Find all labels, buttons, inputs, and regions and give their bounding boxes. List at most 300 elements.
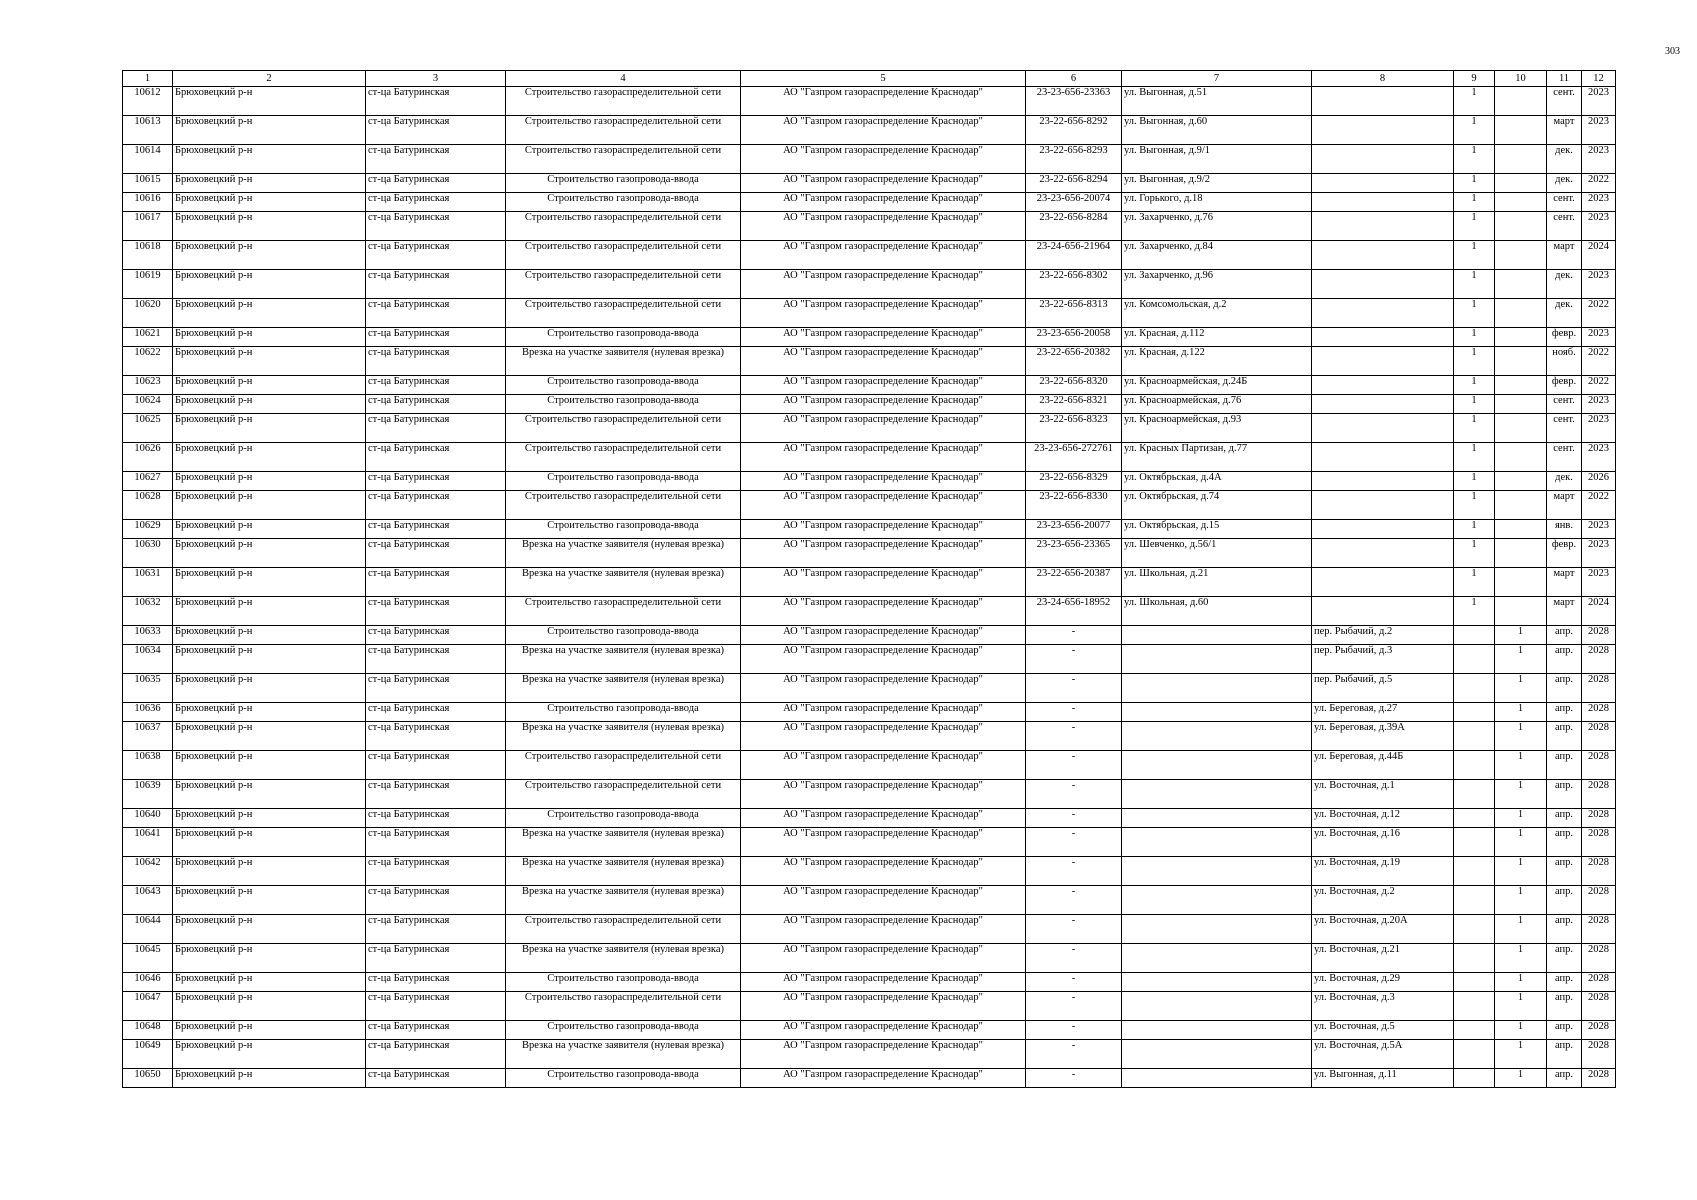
table-row xyxy=(123,491,1616,520)
table-row xyxy=(123,828,1616,857)
table-cell-col-1: 10615 xyxy=(123,174,173,193)
table-cell-col-10 xyxy=(1495,145,1547,174)
table-body xyxy=(123,87,1616,1088)
table-cell-col-11: апр. xyxy=(1547,857,1582,886)
table-cell-col-6: 23-23-656-23363 xyxy=(1026,87,1122,116)
table-cell-col-4: Строительство газораспределительной сети xyxy=(506,116,741,145)
table-cell-col-11: сент. xyxy=(1547,212,1582,241)
table-cell-col-2: Брюховецкий р-н xyxy=(173,992,366,1021)
table-cell-col-11: февр. xyxy=(1547,328,1582,347)
table-cell-col-11: апр. xyxy=(1547,780,1582,809)
table-cell-col-6: 23-22-656-8323 xyxy=(1026,414,1122,443)
table-cell-col-1: 10645 xyxy=(123,944,173,973)
table-row xyxy=(123,193,1616,212)
table-cell-col-2: Брюховецкий р-н xyxy=(173,520,366,539)
table-cell-col-7: ул. Захарченко, д.76 xyxy=(1122,212,1312,241)
table-cell-col-1: 10649 xyxy=(123,1040,173,1069)
table-cell-col-6: 23-23-656-272761 xyxy=(1026,443,1122,472)
table-cell-col-2: Брюховецкий р-н xyxy=(173,443,366,472)
table-cell-col-8 xyxy=(1312,472,1454,491)
table-cell-col-11: янв. xyxy=(1547,520,1582,539)
table-cell-col-4: Строительство газопровода-ввода xyxy=(506,809,741,828)
table-cell-col-10 xyxy=(1495,395,1547,414)
table-cell-col-11: дек. xyxy=(1547,174,1582,193)
table-cell-col-8 xyxy=(1312,299,1454,328)
table-cell-col-3: ст-ца Батуринская xyxy=(366,174,506,193)
table-cell-col-6: - xyxy=(1026,857,1122,886)
table-cell-col-7 xyxy=(1122,674,1312,703)
table-cell-col-12: 2028 xyxy=(1582,751,1616,780)
table-cell-col-10: 1 xyxy=(1495,1040,1547,1069)
table-cell-col-3: ст-ца Батуринская xyxy=(366,828,506,857)
table-cell-col-9 xyxy=(1454,645,1495,674)
table-cell-col-10: 1 xyxy=(1495,674,1547,703)
table-cell-col-4: Строительство газопровода-ввода xyxy=(506,703,741,722)
table-cell-col-3: ст-ца Батуринская xyxy=(366,145,506,174)
table-cell-col-9: 1 xyxy=(1454,299,1495,328)
table-cell-col-11: дек. xyxy=(1547,299,1582,328)
table-cell-col-7 xyxy=(1122,626,1312,645)
table-cell-col-8 xyxy=(1312,87,1454,116)
table-cell-col-9: 1 xyxy=(1454,472,1495,491)
table-cell-col-1: 10618 xyxy=(123,241,173,270)
table-cell-col-12: 2023 xyxy=(1582,395,1616,414)
table-row xyxy=(123,703,1616,722)
table-cell-col-11: апр. xyxy=(1547,1069,1582,1088)
table-cell-col-12: 2028 xyxy=(1582,973,1616,992)
table-cell-col-9 xyxy=(1454,828,1495,857)
table-cell-col-4: Строительство газопровода-ввода xyxy=(506,626,741,645)
table-cell-col-1: 10642 xyxy=(123,857,173,886)
table-cell-col-9 xyxy=(1454,674,1495,703)
table-cell-col-3: ст-ца Батуринская xyxy=(366,973,506,992)
table-cell-col-9 xyxy=(1454,780,1495,809)
table-cell-col-4: Строительство газораспределительной сети xyxy=(506,491,741,520)
table-cell-col-2: Брюховецкий р-н xyxy=(173,116,366,145)
table-cell-col-5: АО "Газпром газораспределение Краснодар" xyxy=(741,751,1026,780)
table-cell-col-5: АО "Газпром газораспределение Краснодар" xyxy=(741,472,1026,491)
table-cell-col-6: 23-22-656-20382 xyxy=(1026,347,1122,376)
table-cell-col-11: сент. xyxy=(1547,395,1582,414)
table-cell-col-1: 10637 xyxy=(123,722,173,751)
table-cell-col-3: ст-ца Батуринская xyxy=(366,809,506,828)
table-cell-col-10: 1 xyxy=(1495,809,1547,828)
table-cell-col-4: Строительство газораспределительной сети xyxy=(506,212,741,241)
table-cell-col-5: АО "Газпром газораспределение Краснодар" xyxy=(741,376,1026,395)
table-cell-col-5: АО "Газпром газораспределение Краснодар" xyxy=(741,597,1026,626)
table-cell-col-6: - xyxy=(1026,674,1122,703)
table-cell-col-1: 10623 xyxy=(123,376,173,395)
table-cell-col-7 xyxy=(1122,828,1312,857)
table-row xyxy=(123,212,1616,241)
table-cell-col-4: Врезка на участке заявителя (нулевая врезка) xyxy=(506,828,741,857)
table-row xyxy=(123,568,1616,597)
table-cell-col-1: 10643 xyxy=(123,886,173,915)
table-cell-col-3: ст-ца Батуринская xyxy=(366,472,506,491)
table-cell-col-8 xyxy=(1312,328,1454,347)
table-cell-col-12: 2024 xyxy=(1582,597,1616,626)
table-row xyxy=(123,944,1616,973)
table-cell-col-3: ст-ца Батуринская xyxy=(366,915,506,944)
table-cell-col-3: ст-ца Батуринская xyxy=(366,1021,506,1040)
table-cell-col-4: Врезка на участке заявителя (нулевая врезка) xyxy=(506,944,741,973)
table-cell-col-3: ст-ца Батуринская xyxy=(366,443,506,472)
table-row xyxy=(123,299,1616,328)
table-cell-col-7: ул. Шевченко, д.56/1 xyxy=(1122,539,1312,568)
table-cell-col-4: Строительство газораспределительной сети xyxy=(506,915,741,944)
table-cell-col-5: АО "Газпром газораспределение Краснодар" xyxy=(741,722,1026,751)
table-cell-col-8: ул. Береговая, д.44Б xyxy=(1312,751,1454,780)
table-cell-col-2: Брюховецкий р-н xyxy=(173,414,366,443)
table-cell-col-10: 1 xyxy=(1495,915,1547,944)
table-cell-col-5: АО "Газпром газораспределение Краснодар" xyxy=(741,347,1026,376)
column-header: 12 xyxy=(1582,71,1616,87)
table-cell-col-2: Брюховецкий р-н xyxy=(173,87,366,116)
table-cell-col-7 xyxy=(1122,915,1312,944)
table-cell-col-4: Строительство газопровода-ввода xyxy=(506,472,741,491)
table-cell-col-9: 1 xyxy=(1454,395,1495,414)
table-cell-col-12: 2022 xyxy=(1582,299,1616,328)
table-cell-col-6: - xyxy=(1026,1069,1122,1088)
column-header: 3 xyxy=(366,71,506,87)
table-cell-col-4: Строительство газораспределительной сети xyxy=(506,87,741,116)
table-cell-col-11: апр. xyxy=(1547,809,1582,828)
table-cell-col-11: апр. xyxy=(1547,751,1582,780)
table-cell-col-1: 10647 xyxy=(123,992,173,1021)
table-cell-col-11: апр. xyxy=(1547,703,1582,722)
table-cell-col-12: 2028 xyxy=(1582,780,1616,809)
table-cell-col-11: апр. xyxy=(1547,1040,1582,1069)
table-cell-col-5: АО "Газпром газораспределение Краснодар" xyxy=(741,944,1026,973)
table-cell-col-11: сент. xyxy=(1547,87,1582,116)
table-cell-col-11: дек. xyxy=(1547,145,1582,174)
table-cell-col-6: 23-23-656-23365 xyxy=(1026,539,1122,568)
table-cell-col-8: ул. Восточная, д.3 xyxy=(1312,992,1454,1021)
table-cell-col-7 xyxy=(1122,973,1312,992)
table-cell-col-6: - xyxy=(1026,722,1122,751)
table-cell-col-7: ул. Красноармейская, д.93 xyxy=(1122,414,1312,443)
table-cell-col-4: Строительство газопровода-ввода xyxy=(506,973,741,992)
table-cell-col-3: ст-ца Батуринская xyxy=(366,328,506,347)
table-cell-col-3: ст-ца Батуринская xyxy=(366,491,506,520)
table-cell-col-1: 10630 xyxy=(123,539,173,568)
table-cell-col-8: ул. Восточная, д.21 xyxy=(1312,944,1454,973)
table-row xyxy=(123,973,1616,992)
table-cell-col-7 xyxy=(1122,1021,1312,1040)
table-row xyxy=(123,87,1616,116)
table-row xyxy=(123,1040,1616,1069)
table-cell-col-8: ул. Восточная, д.5 xyxy=(1312,1021,1454,1040)
table-cell-col-11: дек. xyxy=(1547,472,1582,491)
table-cell-col-7 xyxy=(1122,1040,1312,1069)
table-cell-col-11: апр. xyxy=(1547,886,1582,915)
table-cell-col-6: 23-22-656-8302 xyxy=(1026,270,1122,299)
table-cell-col-3: ст-ца Батуринская xyxy=(366,299,506,328)
table-cell-col-8: ул. Восточная, д.1 xyxy=(1312,780,1454,809)
table-cell-col-4: Строительство газопровода-ввода xyxy=(506,1021,741,1040)
table-cell-col-3: ст-ца Батуринская xyxy=(366,944,506,973)
column-header: 5 xyxy=(741,71,1026,87)
table-cell-col-10 xyxy=(1495,174,1547,193)
table-cell-col-5: АО "Газпром газораспределение Краснодар" xyxy=(741,992,1026,1021)
table-cell-col-9: 1 xyxy=(1454,145,1495,174)
table-cell-col-2: Брюховецкий р-н xyxy=(173,674,366,703)
table-cell-col-1: 10632 xyxy=(123,597,173,626)
table-cell-col-2: Брюховецкий р-н xyxy=(173,1021,366,1040)
table-cell-col-4: Строительство газораспределительной сети xyxy=(506,443,741,472)
table-cell-col-3: ст-ца Батуринская xyxy=(366,751,506,780)
table-cell-col-7 xyxy=(1122,886,1312,915)
table-cell-col-12: 2023 xyxy=(1582,414,1616,443)
table-cell-col-2: Брюховецкий р-н xyxy=(173,212,366,241)
header-row xyxy=(123,71,1616,87)
table-cell-col-10 xyxy=(1495,491,1547,520)
table-cell-col-8 xyxy=(1312,568,1454,597)
table-row xyxy=(123,472,1616,491)
table-cell-col-8 xyxy=(1312,376,1454,395)
table-cell-col-2: Брюховецкий р-н xyxy=(173,751,366,780)
table-row xyxy=(123,376,1616,395)
table-cell-col-12: 2022 xyxy=(1582,347,1616,376)
table-cell-col-11: март xyxy=(1547,116,1582,145)
table-cell-col-9 xyxy=(1454,944,1495,973)
table-cell-col-9 xyxy=(1454,886,1495,915)
table-cell-col-1: 10631 xyxy=(123,568,173,597)
table-cell-col-12: 2023 xyxy=(1582,539,1616,568)
table-cell-col-2: Брюховецкий р-н xyxy=(173,1040,366,1069)
table-cell-col-7: ул. Выгонная, д.9/2 xyxy=(1122,174,1312,193)
table-cell-col-11: сент. xyxy=(1547,193,1582,212)
table-cell-col-5: АО "Газпром газораспределение Краснодар" xyxy=(741,414,1026,443)
table-cell-col-2: Брюховецкий р-н xyxy=(173,944,366,973)
table-cell-col-6: 23-22-656-8320 xyxy=(1026,376,1122,395)
table-cell-col-9: 1 xyxy=(1454,347,1495,376)
table-cell-col-11: апр. xyxy=(1547,915,1582,944)
table-cell-col-7: ул. Школьная, д.60 xyxy=(1122,597,1312,626)
table-row xyxy=(123,886,1616,915)
table-cell-col-9: 1 xyxy=(1454,443,1495,472)
table-cell-col-2: Брюховецкий р-н xyxy=(173,174,366,193)
table-cell-col-3: ст-ца Батуринская xyxy=(366,992,506,1021)
table-cell-col-11: апр. xyxy=(1547,1021,1582,1040)
table-cell-col-5: АО "Газпром газораспределение Краснодар" xyxy=(741,87,1026,116)
table-cell-col-6: 23-22-656-8329 xyxy=(1026,472,1122,491)
table-cell-col-6: - xyxy=(1026,1040,1122,1069)
table-cell-col-2: Брюховецкий р-н xyxy=(173,568,366,597)
table-cell-col-7: ул. Красных Партизан, д.77 xyxy=(1122,443,1312,472)
table-cell-col-3: ст-ца Батуринская xyxy=(366,270,506,299)
table-cell-col-6: - xyxy=(1026,915,1122,944)
table-cell-col-10 xyxy=(1495,443,1547,472)
table-cell-col-8 xyxy=(1312,241,1454,270)
table-cell-col-9: 1 xyxy=(1454,116,1495,145)
table-row xyxy=(123,1069,1616,1088)
table-cell-col-12: 2028 xyxy=(1582,722,1616,751)
table-cell-col-6: - xyxy=(1026,992,1122,1021)
table-cell-col-1: 10616 xyxy=(123,193,173,212)
table-cell-col-4: Врезка на участке заявителя (нулевая врезка) xyxy=(506,568,741,597)
table-cell-col-9 xyxy=(1454,1069,1495,1088)
table-cell-col-12: 2023 xyxy=(1582,270,1616,299)
table-cell-col-12: 2028 xyxy=(1582,1069,1616,1088)
table-cell-col-8 xyxy=(1312,520,1454,539)
table-cell-col-5: АО "Газпром газораспределение Краснодар" xyxy=(741,193,1026,212)
table-cell-col-11: апр. xyxy=(1547,674,1582,703)
table-cell-col-5: АО "Газпром газораспределение Краснодар" xyxy=(741,645,1026,674)
table-cell-col-11: февр. xyxy=(1547,376,1582,395)
table-cell-col-10 xyxy=(1495,597,1547,626)
table-cell-col-10: 1 xyxy=(1495,857,1547,886)
table-cell-col-7: ул. Выгонная, д.60 xyxy=(1122,116,1312,145)
table-cell-col-4: Строительство газораспределительной сети xyxy=(506,241,741,270)
table-cell-col-4: Строительство газораспределительной сети xyxy=(506,780,741,809)
table-cell-col-5: АО "Газпром газораспределение Краснодар" xyxy=(741,973,1026,992)
column-header: 9 xyxy=(1454,71,1495,87)
table-cell-col-11: апр. xyxy=(1547,626,1582,645)
table-row xyxy=(123,414,1616,443)
table-cell-col-1: 10619 xyxy=(123,270,173,299)
table-cell-col-10: 1 xyxy=(1495,992,1547,1021)
table-cell-col-11: апр. xyxy=(1547,973,1582,992)
table-cell-col-10 xyxy=(1495,270,1547,299)
table-cell-col-6: - xyxy=(1026,780,1122,809)
table-cell-col-5: АО "Газпром газораспределение Краснодар" xyxy=(741,703,1026,722)
table-cell-col-2: Брюховецкий р-н xyxy=(173,472,366,491)
table-cell-col-1: 10621 xyxy=(123,328,173,347)
register-table xyxy=(122,70,1616,1088)
table-cell-col-2: Брюховецкий р-н xyxy=(173,809,366,828)
table-cell-col-12: 2023 xyxy=(1582,116,1616,145)
table-cell-col-6: 23-23-656-20058 xyxy=(1026,328,1122,347)
table-cell-col-6: 23-22-656-8284 xyxy=(1026,212,1122,241)
table-cell-col-10 xyxy=(1495,520,1547,539)
table-cell-col-4: Строительство газопровода-ввода xyxy=(506,376,741,395)
table-cell-col-8: ул. Восточная, д.19 xyxy=(1312,857,1454,886)
table-cell-col-5: АО "Газпром газораспределение Краснодар" xyxy=(741,145,1026,174)
table-cell-col-9 xyxy=(1454,751,1495,780)
table-cell-col-4: Строительство газопровода-ввода xyxy=(506,395,741,414)
table-cell-col-10 xyxy=(1495,472,1547,491)
table-cell-col-7: ул. Красноармейская, д.24Б xyxy=(1122,376,1312,395)
table-cell-col-5: АО "Газпром газораспределение Краснодар" xyxy=(741,1021,1026,1040)
table-cell-col-7 xyxy=(1122,645,1312,674)
table-cell-col-10: 1 xyxy=(1495,944,1547,973)
table-cell-col-7 xyxy=(1122,944,1312,973)
table-cell-col-5: АО "Газпром газораспределение Краснодар" xyxy=(741,443,1026,472)
table-cell-col-10 xyxy=(1495,299,1547,328)
table-cell-col-7 xyxy=(1122,992,1312,1021)
table-cell-col-1: 10638 xyxy=(123,751,173,780)
table-cell-col-9: 1 xyxy=(1454,568,1495,597)
table-cell-col-5: АО "Газпром газораспределение Краснодар" xyxy=(741,1069,1026,1088)
table-cell-col-12: 2028 xyxy=(1582,674,1616,703)
table-cell-col-8: ул. Восточная, д.12 xyxy=(1312,809,1454,828)
table-cell-col-2: Брюховецкий р-н xyxy=(173,886,366,915)
table-cell-col-9: 1 xyxy=(1454,520,1495,539)
table-cell-col-9 xyxy=(1454,626,1495,645)
table-cell-col-6: - xyxy=(1026,944,1122,973)
table-cell-col-9: 1 xyxy=(1454,270,1495,299)
table-row xyxy=(123,1021,1616,1040)
table-cell-col-10: 1 xyxy=(1495,703,1547,722)
table-cell-col-10: 1 xyxy=(1495,828,1547,857)
table-cell-col-12: 2023 xyxy=(1582,443,1616,472)
table-cell-col-7: ул. Октябрьская, д.74 xyxy=(1122,491,1312,520)
table-cell-col-3: ст-ца Батуринская xyxy=(366,1040,506,1069)
table-cell-col-3: ст-ца Батуринская xyxy=(366,1069,506,1088)
table-cell-col-8: ул. Выгонная, д.11 xyxy=(1312,1069,1454,1088)
table-cell-col-2: Брюховецкий р-н xyxy=(173,915,366,944)
table-cell-col-9: 1 xyxy=(1454,212,1495,241)
table-cell-col-5: АО "Газпром газораспределение Краснодар" xyxy=(741,539,1026,568)
table-cell-col-12: 2022 xyxy=(1582,174,1616,193)
table-cell-col-11: февр. xyxy=(1547,539,1582,568)
table-cell-col-10: 1 xyxy=(1495,886,1547,915)
table-cell-col-6: - xyxy=(1026,886,1122,915)
table-cell-col-2: Брюховецкий р-н xyxy=(173,299,366,328)
table-cell-col-12: 2028 xyxy=(1582,626,1616,645)
table-cell-col-3: ст-ца Батуринская xyxy=(366,376,506,395)
table-cell-col-10: 1 xyxy=(1495,1021,1547,1040)
table-cell-col-11: сент. xyxy=(1547,443,1582,472)
table-header xyxy=(123,71,1616,87)
table-cell-col-2: Брюховецкий р-н xyxy=(173,241,366,270)
table-cell-col-9 xyxy=(1454,1021,1495,1040)
table-cell-col-5: АО "Газпром газораспределение Краснодар" xyxy=(741,520,1026,539)
table-cell-col-6: 23-24-656-21964 xyxy=(1026,241,1122,270)
table-cell-col-12: 2024 xyxy=(1582,241,1616,270)
table-cell-col-8 xyxy=(1312,116,1454,145)
table-cell-col-11: март xyxy=(1547,568,1582,597)
table-row xyxy=(123,857,1616,886)
table-row xyxy=(123,674,1616,703)
table-row xyxy=(123,270,1616,299)
table-cell-col-5: АО "Газпром газораспределение Краснодар" xyxy=(741,915,1026,944)
table-cell-col-2: Брюховецкий р-н xyxy=(173,270,366,299)
table-cell-col-12: 2028 xyxy=(1582,1040,1616,1069)
table-cell-col-11: апр. xyxy=(1547,828,1582,857)
table-cell-col-4: Врезка на участке заявителя (нулевая врезка) xyxy=(506,1040,741,1069)
table-cell-col-7: ул. Школьная, д.21 xyxy=(1122,568,1312,597)
table-cell-col-6: 23-22-656-8294 xyxy=(1026,174,1122,193)
table-cell-col-7: ул. Горького, д.18 xyxy=(1122,193,1312,212)
table-row xyxy=(123,597,1616,626)
column-header: 7 xyxy=(1122,71,1312,87)
table-cell-col-7: ул. Выгонная, д.9/1 xyxy=(1122,145,1312,174)
table-cell-col-10 xyxy=(1495,87,1547,116)
table-cell-col-12: 2026 xyxy=(1582,472,1616,491)
table-cell-col-9 xyxy=(1454,857,1495,886)
table-cell-col-3: ст-ца Батуринская xyxy=(366,626,506,645)
table-row xyxy=(123,626,1616,645)
table-cell-col-7 xyxy=(1122,780,1312,809)
table-cell-col-8 xyxy=(1312,212,1454,241)
column-header: 2 xyxy=(173,71,366,87)
table-cell-col-2: Брюховецкий р-н xyxy=(173,491,366,520)
table-cell-col-7: ул. Красная, д.122 xyxy=(1122,347,1312,376)
table-cell-col-7: ул. Красноармейская, д.76 xyxy=(1122,395,1312,414)
table-cell-col-8 xyxy=(1312,174,1454,193)
table-cell-col-7: ул. Захарченко, д.84 xyxy=(1122,241,1312,270)
table-cell-col-7: ул. Октябрьская, д.4А xyxy=(1122,472,1312,491)
table-row xyxy=(123,915,1616,944)
table-cell-col-10 xyxy=(1495,568,1547,597)
table-row xyxy=(123,780,1616,809)
table-cell-col-4: Врезка на участке заявителя (нулевая врезка) xyxy=(506,722,741,751)
table-cell-col-8: ул. Восточная, д.5А xyxy=(1312,1040,1454,1069)
table-cell-col-12: 2023 xyxy=(1582,520,1616,539)
table-cell-col-3: ст-ца Батуринская xyxy=(366,241,506,270)
